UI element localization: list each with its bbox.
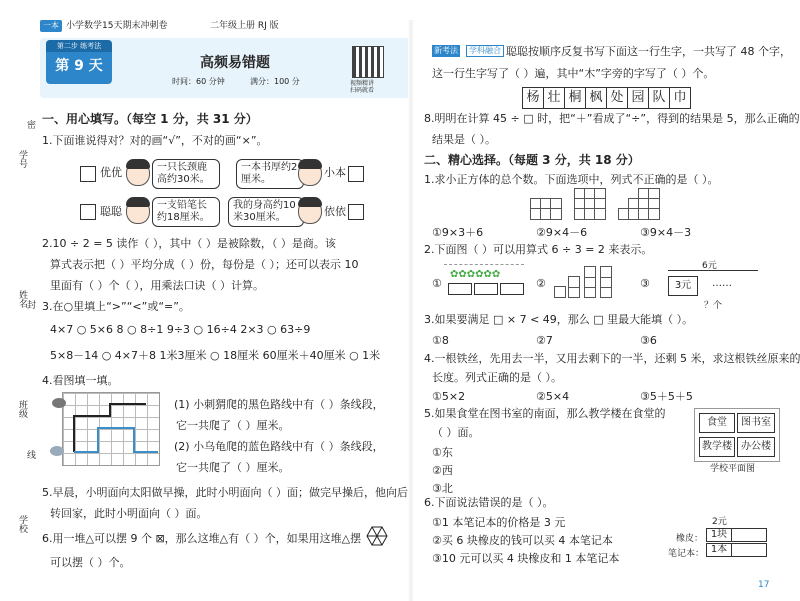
q2-line: 里面有（ ）个（ ），用乘法口诀（ ）计算。 bbox=[50, 279, 264, 292]
school-map bbox=[694, 408, 780, 462]
q7-line: 聪聪按顺序反复书写下面这一行生字，一共写了 48 个字， bbox=[506, 45, 791, 58]
fig3-bracket bbox=[668, 270, 758, 273]
q1-bubble bbox=[152, 159, 220, 189]
q6-line: 可以摆（ ）个。 bbox=[50, 556, 131, 569]
bamboo-figure: ✿✿✿✿✿✿ bbox=[444, 264, 524, 297]
route-lines bbox=[62, 392, 160, 466]
score-info: 满分：100 分 bbox=[250, 77, 300, 86]
r-q4-opt[interactable]: ①5×2 bbox=[432, 390, 466, 403]
q4-line: (2) 小乌龟爬的蓝色路线中有（ ）条线段， bbox=[174, 440, 384, 453]
section-2-title: 二、精心选择。（每题 3 分，共 18 分） bbox=[424, 153, 640, 167]
notebook-box: 1本 bbox=[706, 543, 732, 557]
q5-line: 转回家，此时小明面向（ ）面。 bbox=[50, 507, 208, 520]
r-q1-opt[interactable]: ③9×4－3 bbox=[640, 226, 692, 239]
sidebar-label: 学号 bbox=[17, 150, 27, 168]
q1-said: 一支铅笔长约18厘米。 bbox=[157, 200, 210, 223]
char-cell: 队 bbox=[648, 87, 670, 109]
fig3-box: 3元 bbox=[668, 276, 698, 296]
q6-line: 6.用一堆△可以摆 9 个 ⊠，那么这堆△有（ ）个，如果用这堆△摆 bbox=[42, 532, 362, 545]
q1-name: 优优 bbox=[100, 166, 122, 179]
map-cell: 图书室 bbox=[737, 413, 775, 433]
hedgehog-icon bbox=[52, 398, 66, 408]
day-step: 第二步 练考法 bbox=[46, 40, 112, 52]
r-q5-line: 5.如果食堂在图书室的南面，那么教学楼在食堂的 bbox=[424, 407, 666, 420]
q8-line: 8.明明在计算 45 ÷ □ 时，把“＋”看成了“÷”，得到的结果是 5，那么正确的 bbox=[424, 112, 800, 125]
qr-caption: 视频精讲 扫码就看 bbox=[350, 80, 375, 94]
q3-stem: 3.在○里填上“>”“<”或“=”。 bbox=[42, 300, 190, 313]
q1-name: 聪聪 bbox=[100, 205, 122, 218]
r-q3-opt[interactable]: ③6 bbox=[640, 334, 657, 347]
q1-said: 一本书厚约2厘米。 bbox=[241, 162, 298, 185]
r-q5-opt[interactable]: ①东 bbox=[432, 446, 453, 459]
char-cell: 园 bbox=[627, 87, 649, 109]
char-cell: 桐 bbox=[564, 87, 586, 109]
map-cell: 教学楼 bbox=[699, 437, 735, 457]
r-q6-opt[interactable]: ③10 元可以买 4 块橡皮和 1 本笔记本 bbox=[432, 552, 620, 565]
r-q3-opt[interactable]: ①8 bbox=[432, 334, 449, 347]
q5-line: 5.早晨，小明面向太阳做早操，此时小明面向（ ）面；做完早操后，他向后 bbox=[42, 486, 408, 499]
q4-stem: 4.看图填一填。 bbox=[42, 374, 119, 387]
sidebar-label: 学校 bbox=[17, 515, 27, 533]
q7-line: 这一行生字写了（ ）遍，其中“木”字旁的字写了（ ）个。 bbox=[432, 67, 715, 80]
section-1-title: 一、用心填写。（每空 1 分，共 31 分） bbox=[42, 112, 258, 126]
answer-box[interactable] bbox=[348, 166, 364, 182]
header-title: 小学数学15天期末冲刺卷 bbox=[66, 21, 168, 31]
qr-code bbox=[352, 46, 384, 78]
q7-tag2: 学科融合 bbox=[466, 45, 504, 57]
hexagon-icon bbox=[366, 526, 388, 546]
r-q6-opt[interactable]: ①1 本笔记本的价格是 3 元 bbox=[432, 516, 566, 529]
q1-bubble bbox=[152, 197, 220, 227]
r-q5-opt[interactable]: ②西 bbox=[432, 464, 453, 477]
map-caption: 学校平面图 bbox=[710, 464, 756, 474]
r-q4-line: 长度。列式正确的是（ ）。 bbox=[432, 371, 562, 384]
fig3-count: ？个 bbox=[704, 301, 723, 311]
r-q2-opt[interactable]: ③ bbox=[640, 277, 650, 290]
r-q3-opt[interactable]: ②7 bbox=[536, 334, 553, 347]
child-avatar bbox=[126, 160, 150, 186]
r-q4-opt[interactable]: ②5×4 bbox=[536, 390, 570, 403]
day-number: 第 9 天 bbox=[55, 58, 103, 74]
r-q4-line: 4.一根铁丝，先用去一半，又用去剩下的一半，还剩 5 米，求这根铁丝原来的 bbox=[424, 352, 800, 365]
q2-line: 2.10 ÷ 2 = 5 读作（ ），其中（ ）是被除数，（ ）是商。该 bbox=[42, 237, 336, 250]
char-cell: 杨 bbox=[522, 87, 544, 109]
q1-stem: 1.下面谁说得对？对的画“√”，不对的画“×”。 bbox=[42, 134, 268, 147]
map-cell: 食堂 bbox=[699, 413, 735, 433]
eraser-box: 1块 bbox=[706, 528, 732, 542]
char-cell: 壮 bbox=[543, 87, 565, 109]
bar-blocks-figure bbox=[550, 262, 620, 298]
map-cell: 办公楼 bbox=[737, 437, 775, 457]
q4-line: (1) 小刺猬爬的黑色路线中有（ ）条线段， bbox=[174, 398, 384, 411]
q1-name: 小本 bbox=[324, 166, 346, 179]
r-q4-opt[interactable]: ③5＋5＋5 bbox=[640, 390, 693, 403]
q1-said: 一只长颈鹿高约30米。 bbox=[157, 162, 210, 185]
child-avatar bbox=[298, 160, 322, 186]
char-cell: 巾 bbox=[669, 87, 691, 109]
q2-line: 算式表示把（ ）平均分成（ ）份，每份是（ ）；还可以表示 10 bbox=[50, 258, 359, 271]
r-q2-stem: 2.下面图（ ）可以用算式 6 ÷ 3 = 2 来表示。 bbox=[424, 243, 653, 256]
page-title: 高频易错题 bbox=[200, 55, 270, 71]
q3-row: 4×7 ○ 5×6 8 ○ 8÷1 9÷3 ○ 16÷4 2×3 ○ 63÷9 bbox=[50, 323, 311, 336]
q8-line: 结果是（ ）。 bbox=[432, 133, 496, 146]
r-q2-opt[interactable]: ① bbox=[432, 277, 442, 290]
r-q5-line: （ ）面。 bbox=[432, 426, 480, 439]
cube-figure bbox=[530, 186, 680, 222]
q7-tag: 新考法 bbox=[434, 46, 458, 55]
sidebar-label: 封 bbox=[25, 300, 35, 309]
r-q1-opt[interactable]: ①9×3＋6 bbox=[432, 226, 484, 239]
logo: 一本 bbox=[40, 20, 62, 32]
child-avatar bbox=[298, 198, 322, 224]
notebook-bar bbox=[730, 543, 767, 557]
r-q1-opt[interactable]: ②9×4－6 bbox=[536, 226, 588, 239]
page-fold bbox=[408, 20, 414, 601]
char-cell: 处 bbox=[606, 87, 628, 109]
page-number: 17 bbox=[758, 580, 770, 590]
sidebar-label: 密 bbox=[25, 120, 35, 129]
fig3-top: 6元 bbox=[702, 261, 717, 271]
day-badge bbox=[46, 40, 112, 84]
q4-line: 它一共爬了（ ）厘米。 bbox=[176, 461, 290, 474]
sidebar-label: 姓名 bbox=[17, 290, 27, 308]
child-avatar bbox=[126, 198, 150, 224]
sidebar-label: 班级 bbox=[17, 400, 27, 418]
q1-name: 依依 bbox=[324, 205, 346, 218]
sidebar-label: 线 bbox=[25, 450, 35, 459]
q1-bubble bbox=[236, 159, 304, 189]
r-q6-opt[interactable]: ②买 6 块橡皮的钱可以买 4 本笔记本 bbox=[432, 534, 613, 547]
binding-strip bbox=[0, 120, 35, 580]
q3-row: 5×8－14 ○ 4×7＋8 1米3厘米 ○ 18厘米 60厘米＋40厘米 ○ 1米 bbox=[50, 349, 381, 362]
turtle-icon bbox=[50, 446, 64, 456]
r-q2-opt[interactable]: ② bbox=[536, 277, 546, 290]
price-top: 2元 bbox=[712, 517, 727, 527]
r-q6-stem: 6.下面说法错误的是（ ）。 bbox=[424, 496, 554, 509]
q4-line: 它一共爬了（ ）厘米。 bbox=[176, 419, 290, 432]
header-subtitle: 二年级上册 RJ 版 bbox=[210, 21, 279, 31]
r-q1-stem: 1.求小正方体的总个数。下面选项中，列式不正确的是（ ）。 bbox=[424, 173, 719, 186]
fig3-dots: …… bbox=[712, 278, 732, 289]
answer-box[interactable] bbox=[80, 204, 96, 220]
turtle-route bbox=[74, 428, 158, 452]
q1-bubble bbox=[228, 197, 304, 227]
eraser-label: 橡皮： bbox=[676, 534, 704, 544]
q7-char-row bbox=[522, 86, 690, 109]
answer-box[interactable] bbox=[348, 204, 364, 220]
notebook-label: 笔记本： bbox=[668, 549, 705, 559]
answer-box[interactable] bbox=[80, 166, 96, 182]
eraser-bar bbox=[730, 528, 767, 542]
q1-said: 我的身高约10米30厘米。 bbox=[233, 200, 296, 223]
r-q5-opt[interactable]: ③北 bbox=[432, 482, 453, 495]
time-info: 时间：60 分钟 bbox=[172, 77, 225, 86]
r-q3-stem: 3.如果要满足 □ × 7 < 49，那么 □ 里最大能填（ ）。 bbox=[424, 313, 694, 326]
char-cell: 枫 bbox=[585, 87, 607, 109]
